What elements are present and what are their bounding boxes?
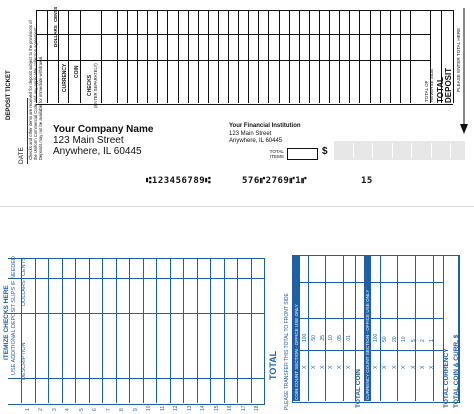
transfer-note: PLEASE TRANSFER THIS TOTAL TO FRONT SIDE (284, 293, 290, 410)
count-column-line (325, 255, 326, 401)
itemize-row-line (102, 258, 103, 403)
currency-multiplier: X (401, 365, 407, 369)
grid-column-line (299, 10, 300, 103)
count-row-line (300, 350, 364, 351)
col-cents-label-reverse: CENTS (21, 257, 27, 276)
total-coin-curr-label: TOTAL COIN & CURR. $ (453, 334, 460, 408)
coin-value: .05 (337, 335, 343, 342)
grid-column-line (127, 10, 128, 103)
grid-column-line (279, 10, 280, 103)
itemize-header-line (8, 278, 264, 279)
coin-multiplier: X (320, 365, 326, 369)
currency-multiplier: X (392, 365, 398, 369)
row-checks-label: CHECKS (87, 74, 93, 96)
grid-column-line (178, 10, 179, 103)
row-number: 7 (106, 408, 112, 411)
grid-column-line (101, 10, 102, 103)
itemize-grid[interactable] (8, 258, 265, 405)
grid-column-line (188, 10, 189, 103)
row-number: 1 (25, 408, 31, 411)
currency-multiplier: X (382, 365, 388, 369)
total-currency-label: TOTAL CURRENCY (443, 348, 450, 408)
total-coin-label: TOTAL COIN (355, 369, 362, 408)
row-number: 12 (173, 405, 179, 411)
deposit-ticket-front (0, 0, 474, 205)
itemize-row-line (183, 258, 184, 403)
grid-column-line (309, 10, 310, 103)
row-number: 14 (200, 405, 206, 411)
count-column-line (308, 255, 309, 401)
grid-column-line (319, 10, 320, 103)
grid-column-line (258, 10, 259, 103)
itemize-dollars-line (8, 313, 264, 314)
currency-multiplier: X (411, 365, 417, 369)
grid-column-line (453, 10, 454, 103)
amount-digit-separator (431, 143, 432, 158)
grid-column-line (58, 10, 59, 103)
count-table[interactable] (292, 255, 460, 403)
grid-column-line (228, 10, 229, 103)
grid-column-line (410, 10, 411, 103)
total-items-label: TOTAL ITEMS (269, 149, 284, 159)
itemize-subtitle: USE ADDITIONAL DEPOSIT SLIPS IF NEEDED (11, 256, 17, 375)
count-column-line (397, 255, 398, 401)
amount-digit-separator (450, 143, 451, 158)
grid-column-line (359, 10, 360, 103)
row-number: 9 (133, 408, 139, 411)
amount-digit-separator (392, 143, 393, 158)
grid-column-line (349, 10, 350, 103)
count-row-line (300, 318, 364, 319)
grid-column-line (167, 10, 168, 103)
coin-multiplier: X (311, 365, 317, 369)
coin-multiplier: X (337, 365, 343, 369)
grid-column-line (268, 10, 269, 103)
currency-multiplier: X (420, 365, 426, 369)
grid-column-line (289, 10, 290, 103)
coin-multiplier: X (346, 365, 352, 369)
grid-column-line (157, 10, 158, 103)
coin-value: .10 (328, 335, 334, 342)
grid-column-line (137, 10, 138, 103)
row-number: 17 (241, 405, 247, 411)
currency-value: 1 (429, 339, 435, 342)
micr-account: 576⑈2769⑈1⑈ (242, 176, 308, 186)
grid-column-line (117, 10, 118, 103)
company-name: Your Company Name (53, 124, 154, 135)
currency-value: 50 (382, 336, 388, 342)
bank-city: Anywhere, IL 60445 (229, 138, 283, 144)
col-dollars-label: DOLLARS (53, 25, 58, 47)
arrow-down-icon (460, 8, 470, 134)
grid-column-line (208, 10, 209, 103)
micr-routing: ⑆123456789⑆ (146, 176, 212, 186)
count-row-line (371, 350, 443, 351)
dollar-sign: $ (322, 146, 328, 157)
grid-column-line (147, 10, 148, 103)
currency-count-title: CURRENCY COUNT SECTION - OFFICE USE ONLY (365, 289, 370, 400)
currency-value: 10 (401, 336, 407, 342)
coin-value: .01 (346, 335, 352, 342)
disclaimer-text: Checks and other items are received for deposit subject to the provisions of the Uniform Commercial Code and any applicable collection agreement. Deposits may not be available for immediate withdrawal. (28, 20, 43, 160)
itemize-row-line (264, 258, 265, 403)
itemize-row-line (237, 258, 238, 403)
total-reverse-label: TOTAL OF REVERSE SIDE (424, 68, 434, 102)
row-number: 2 (38, 408, 44, 411)
col-cents-label: CENTS (53, 6, 58, 22)
company-city: Anywhere, IL 60445 (53, 146, 142, 157)
bank-name: Your Financial Institution (229, 123, 301, 129)
coin-multiplier: X (302, 365, 308, 369)
total-items-box[interactable] (287, 148, 318, 160)
amount-digit-separator (353, 143, 354, 158)
coin-count-title: COIN COUNT SECTION - OFFICE USE ONLY (294, 304, 299, 400)
coin-multiplier: X (328, 365, 334, 369)
itemize-row-line (75, 258, 76, 403)
currency-value: 5 (411, 339, 417, 342)
itemize-row-line (156, 258, 157, 403)
total-deposit-label: TOTAL DEPOSIT (436, 67, 453, 103)
grid-column-line (218, 10, 219, 103)
currency-value: 100 (373, 333, 379, 342)
itemize-row-line (35, 258, 36, 403)
itemize-title: ITEMIZE CHECKS HERE (3, 285, 10, 360)
itemize-row-line (197, 258, 198, 403)
date-label: DATE (18, 147, 25, 164)
company-street: 123 Main Street (53, 135, 124, 146)
count-row-line (371, 282, 443, 283)
grid-column-line (390, 10, 391, 103)
grid-column-line (198, 10, 199, 103)
grid-column-line (329, 10, 330, 103)
row-number: 13 (187, 405, 193, 411)
amount-digit-separator (372, 143, 373, 158)
count-column-line (433, 255, 434, 401)
count-row-line (300, 282, 364, 283)
currency-multiplier: X (373, 365, 379, 369)
coin-value: .25 (320, 335, 326, 342)
grid-column-line (370, 10, 371, 103)
currency-multiplier: X (429, 365, 435, 369)
row-coin-label: COIN (74, 65, 80, 78)
row-number: 15 (214, 405, 220, 411)
itemize-row-line (116, 258, 117, 403)
row-checks-sub: (ENTER SEPARATELY) (93, 63, 98, 108)
count-column-line (415, 255, 416, 401)
page-divider (0, 206, 474, 207)
count-column-line (380, 255, 381, 401)
itemize-row-line (48, 258, 49, 403)
ticket-title: DEPOSIT TICKET (6, 70, 12, 120)
row-number: 3 (52, 408, 58, 411)
grid-column-line (80, 10, 81, 103)
currency-value: 20 (392, 336, 398, 342)
row-number: 11 (160, 405, 166, 411)
itemize-row-line (129, 258, 130, 403)
reverse-total-label: TOTAL (268, 350, 278, 380)
row-currency-label: CURRENCY (62, 63, 68, 92)
row-number: 16 (227, 405, 233, 411)
coin-value: 100 (302, 333, 308, 342)
itemize-row-line (251, 258, 252, 403)
coin-value: .50 (311, 335, 317, 342)
col-dollars-label-reverse: DOLLARS (21, 280, 27, 306)
please-enter-total: PLEASE ENTER TOTAL HERE (456, 27, 461, 92)
grid-column-line (380, 10, 381, 103)
grid-column-line (36, 10, 37, 103)
row-number: 18 (254, 405, 260, 411)
grid-column-line (238, 10, 239, 103)
grid-column-line (248, 10, 249, 103)
grid-column-line (68, 10, 69, 103)
count-column-line (343, 255, 344, 401)
row-number: 4 (65, 408, 71, 411)
row-number: 6 (92, 408, 98, 411)
grid-column-line (400, 10, 401, 103)
itemize-row-line (224, 258, 225, 403)
row-number: 5 (79, 408, 85, 411)
row-number: 10 (146, 405, 152, 411)
deposit-ticket-reverse (0, 230, 474, 414)
itemize-row-line (62, 258, 63, 403)
itemize-row-line (210, 258, 211, 403)
currency-value: 2 (420, 339, 426, 342)
bank-street: 123 Main Street (229, 131, 272, 137)
micr-serial: 15 (361, 176, 373, 186)
itemize-row-line (170, 258, 171, 403)
itemize-desc-line (8, 378, 264, 379)
amount-digit-separator (411, 143, 412, 158)
col-description-label: DESCRIPTION (21, 342, 27, 380)
row-number: 8 (119, 408, 125, 411)
itemize-row-line (143, 258, 144, 403)
count-row-line (371, 318, 443, 319)
grid-column-line (339, 10, 340, 103)
itemize-row-line (89, 258, 90, 403)
grid-column-line (47, 10, 48, 103)
